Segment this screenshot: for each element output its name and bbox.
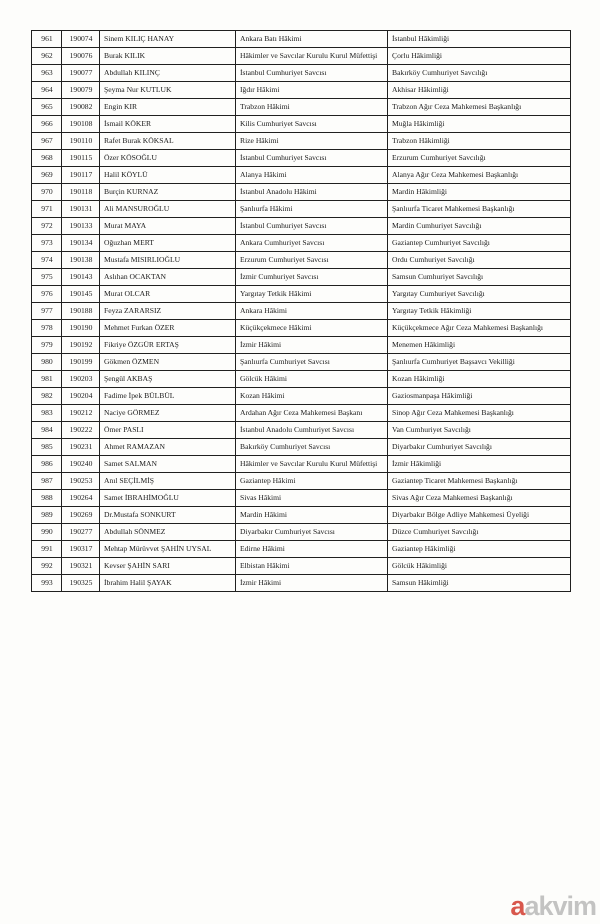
table-cell-new: Akhisar Hâkimliği <box>388 82 571 99</box>
table-cell-new: Gaziosmanpaşa Hâkimliği <box>388 388 571 405</box>
table-row <box>32 303 571 320</box>
table-cell-no: 990 <box>32 524 62 541</box>
appointments-table-body <box>32 31 571 592</box>
table-row <box>32 575 571 592</box>
table-cell-new: İzmir Hâkimliği <box>388 456 571 473</box>
table-cell-cur: İzmir Cumhuriyet Savcısı <box>236 269 388 286</box>
table-cell-name: İsmail KÖKER <box>100 116 236 133</box>
table-row <box>32 422 571 439</box>
table-cell-reg: 190188 <box>62 303 100 320</box>
table-cell-no: 963 <box>32 65 62 82</box>
table-row <box>32 371 571 388</box>
table-cell-reg: 190192 <box>62 337 100 354</box>
table-row <box>32 337 571 354</box>
table-cell-new: İstanbul Hâkimliği <box>388 31 571 48</box>
table-cell-no: 979 <box>32 337 62 354</box>
table-cell-cur: Trabzon Hâkimi <box>236 99 388 116</box>
table-cell-no: 961 <box>32 31 62 48</box>
table-cell-no: 985 <box>32 439 62 456</box>
table-cell-no: 964 <box>32 82 62 99</box>
table-cell-no: 969 <box>32 167 62 184</box>
table-cell-reg: 190231 <box>62 439 100 456</box>
table-cell-no: 986 <box>32 456 62 473</box>
table-cell-name: Ali MANSUROĞLU <box>100 201 236 218</box>
table-cell-name: Dr.Mustafa SONKURT <box>100 507 236 524</box>
table-row <box>32 31 571 48</box>
table-cell-cur: İzmir Hâkimi <box>236 575 388 592</box>
table-cell-no: 970 <box>32 184 62 201</box>
table-cell-name: İbrahim Halil ŞAYAK <box>100 575 236 592</box>
table-cell-reg: 190199 <box>62 354 100 371</box>
table-cell-name: Halil KÖYLÜ <box>100 167 236 184</box>
table-cell-new: Van Cumhuriyet Savcılığı <box>388 422 571 439</box>
table-row <box>32 235 571 252</box>
table-cell-no: 967 <box>32 133 62 150</box>
table-cell-new: Ordu Cumhuriyet Savcılığı <box>388 252 571 269</box>
table-cell-cur: Diyarbakır Cumhuriyet Savcısı <box>236 524 388 541</box>
table-cell-cur: Şanlıurfa Hâkimi <box>236 201 388 218</box>
table-cell-new: Gaziantep Cumhuriyet Savcılığı <box>388 235 571 252</box>
table-cell-reg: 190145 <box>62 286 100 303</box>
table-cell-new: Diyarbakır Bölge Adliye Mahkemesi Üyeliği <box>388 507 571 524</box>
table-cell-reg: 190317 <box>62 541 100 558</box>
table-cell-new: Erzurum Cumhuriyet Savcılığı <box>388 150 571 167</box>
table-cell-no: 981 <box>32 371 62 388</box>
table-cell-new: Diyarbakır Cumhuriyet Savcılığı <box>388 439 571 456</box>
table-cell-reg: 190110 <box>62 133 100 150</box>
table-cell-reg: 190117 <box>62 167 100 184</box>
table-cell-cur: Sivas Hâkimi <box>236 490 388 507</box>
table-cell-new: Samsun Hâkimliği <box>388 575 571 592</box>
table-cell-reg: 190277 <box>62 524 100 541</box>
table-cell-reg: 190222 <box>62 422 100 439</box>
table-cell-no: 980 <box>32 354 62 371</box>
table-cell-cur: Şanlıurfa Cumhuriyet Savcısı <box>236 354 388 371</box>
table-cell-no: 989 <box>32 507 62 524</box>
table-cell-new: Menemen Hâkimliği <box>388 337 571 354</box>
table-cell-no: 987 <box>32 473 62 490</box>
table-cell-cur: İstanbul Cumhuriyet Savcısı <box>236 150 388 167</box>
table-cell-name: Burçin KURNAZ <box>100 184 236 201</box>
table-cell-no: 983 <box>32 405 62 422</box>
table-row <box>32 218 571 235</box>
table-cell-no: 991 <box>32 541 62 558</box>
table-cell-reg: 190118 <box>62 184 100 201</box>
table-cell-new: Samsun Cumhuriyet Savcılığı <box>388 269 571 286</box>
table-cell-no: 984 <box>32 422 62 439</box>
table-cell-name: Özer KÖSOĞLU <box>100 150 236 167</box>
table-cell-name: Şengül AKBAŞ <box>100 371 236 388</box>
table-row <box>32 184 571 201</box>
table-cell-cur: İstanbul Cumhuriyet Savcısı <box>236 218 388 235</box>
table-row <box>32 82 571 99</box>
table-cell-no: 976 <box>32 286 62 303</box>
table-row <box>32 473 571 490</box>
table-cell-cur: Hâkimler ve Savcılar Kurulu Kurul Müfettişi <box>236 48 388 65</box>
table-cell-cur: Küçükçekmece Hâkimi <box>236 320 388 337</box>
table-cell-name: Anıl SEÇİLMİŞ <box>100 473 236 490</box>
table-cell-name: Burak KILIK <box>100 48 236 65</box>
table-cell-cur: Ankara Hâkimi <box>236 303 388 320</box>
table-cell-name: Murat OLCAR <box>100 286 236 303</box>
table-cell-no: 974 <box>32 252 62 269</box>
table-row <box>32 269 571 286</box>
table-cell-cur: Kilis Cumhuriyet Savcısı <box>236 116 388 133</box>
appointments-table-container <box>31 30 570 592</box>
table-row <box>32 99 571 116</box>
table-cell-reg: 190269 <box>62 507 100 524</box>
table-row <box>32 167 571 184</box>
table-cell-cur: Gölcük Hâkimi <box>236 371 388 388</box>
watermark: aakvim <box>510 891 596 921</box>
table-cell-name: Mehtap Mürüvvet ŞAHİN UYSAL <box>100 541 236 558</box>
table-cell-new: Gölcük Hâkimliği <box>388 558 571 575</box>
table-row <box>32 490 571 507</box>
table-cell-name: Samet SALMAN <box>100 456 236 473</box>
table-cell-no: 971 <box>32 201 62 218</box>
table-cell-reg: 190077 <box>62 65 100 82</box>
table-cell-new: Gaziantep Hâkimliği <box>388 541 571 558</box>
table-row <box>32 150 571 167</box>
table-cell-cur: Hâkimler ve Savcılar Kurulu Kurul Müfettişi <box>236 456 388 473</box>
table-cell-reg: 190133 <box>62 218 100 235</box>
table-cell-no: 982 <box>32 388 62 405</box>
table-cell-reg: 190138 <box>62 252 100 269</box>
table-cell-cur: Bakırköy Cumhuriyet Savcısı <box>236 439 388 456</box>
table-cell-cur: Rize Hâkimi <box>236 133 388 150</box>
table-cell-cur: İstanbul Anadolu Hâkimi <box>236 184 388 201</box>
table-cell-name: Fikriye ÖZGÜR ERTAŞ <box>100 337 236 354</box>
table-cell-name: Abdullah SÖNMEZ <box>100 524 236 541</box>
table-cell-name: Feyza ZARARSIZ <box>100 303 236 320</box>
table-cell-new: Mardin Cumhuriyet Savcılığı <box>388 218 571 235</box>
table-cell-reg: 190082 <box>62 99 100 116</box>
table-cell-name: Ömer PASLI <box>100 422 236 439</box>
table-cell-cur: Elbistan Hâkimi <box>236 558 388 575</box>
table-cell-cur: Ardahan Ağır Ceza Mahkemesi Başkanı <box>236 405 388 422</box>
table-cell-no: 973 <box>32 235 62 252</box>
table-row <box>32 541 571 558</box>
table-cell-cur: Kozan Hâkimi <box>236 388 388 405</box>
table-cell-name: Sinem KILIÇ HANAY <box>100 31 236 48</box>
table-cell-no: 993 <box>32 575 62 592</box>
table-cell-new: Yargıtay Cumhuriyet Savcılığı <box>388 286 571 303</box>
table-cell-new: Kozan Hâkimliği <box>388 371 571 388</box>
table-row <box>32 320 571 337</box>
table-cell-no: 978 <box>32 320 62 337</box>
table-cell-reg: 190203 <box>62 371 100 388</box>
table-cell-reg: 190240 <box>62 456 100 473</box>
table-cell-name: Aslıhan OCAKTAN <box>100 269 236 286</box>
table-cell-cur: İstanbul Anadolu Cumhuriyet Savcısı <box>236 422 388 439</box>
table-cell-new: Sivas Ağır Ceza Mahkemesi Başkanlığı <box>388 490 571 507</box>
table-row <box>32 201 571 218</box>
table-cell-name: Rafet Burak KÖKSAL <box>100 133 236 150</box>
table-row <box>32 507 571 524</box>
table-cell-reg: 190253 <box>62 473 100 490</box>
table-cell-name: Mustafa MISIRLIOĞLU <box>100 252 236 269</box>
table-cell-new: Düzce Cumhuriyet Savcılığı <box>388 524 571 541</box>
table-cell-new: Muğla Hâkimliği <box>388 116 571 133</box>
table-cell-name: Fadime İpek BÜLBÜL <box>100 388 236 405</box>
table-cell-reg: 190079 <box>62 82 100 99</box>
table-cell-cur: Ankara Cumhuriyet Savcısı <box>236 235 388 252</box>
table-cell-name: Gökmen ÖZMEN <box>100 354 236 371</box>
table-cell-new: Şanlıurfa Ticaret Mahkemesi Başkanlığı <box>388 201 571 218</box>
table-cell-no: 966 <box>32 116 62 133</box>
table-cell-reg: 190264 <box>62 490 100 507</box>
table-cell-no: 962 <box>32 48 62 65</box>
table-cell-name: Abdullah KILINÇ <box>100 65 236 82</box>
table-cell-name: Şeyma Nur KUTLUK <box>100 82 236 99</box>
table-cell-new: Trabzon Hâkimliği <box>388 133 571 150</box>
table-cell-reg: 190131 <box>62 201 100 218</box>
table-cell-new: Küçükçekmece Ağır Ceza Mahkemesi Başkanlığı <box>388 320 571 337</box>
table-cell-reg: 190115 <box>62 150 100 167</box>
table-cell-cur: Ankara Batı Hâkimi <box>236 31 388 48</box>
table-cell-reg: 190325 <box>62 575 100 592</box>
table-cell-cur: Yargıtay Tetkik Hâkimi <box>236 286 388 303</box>
table-cell-name: Oğuzhan MERT <box>100 235 236 252</box>
table-cell-cur: Erzurum Cumhuriyet Savcısı <box>236 252 388 269</box>
table-cell-cur: Iğdır Hâkimi <box>236 82 388 99</box>
table-row <box>32 133 571 150</box>
table-cell-reg: 190212 <box>62 405 100 422</box>
table-cell-new: Alanya Ağır Ceza Mahkemesi Başkanlığı <box>388 167 571 184</box>
table-row <box>32 388 571 405</box>
table-cell-name: Samet İBRAHİMOĞLU <box>100 490 236 507</box>
table-cell-reg: 190204 <box>62 388 100 405</box>
table-row <box>32 48 571 65</box>
table-cell-cur: Gaziantep Hâkimi <box>236 473 388 490</box>
table-row <box>32 286 571 303</box>
table-cell-no: 972 <box>32 218 62 235</box>
table-cell-reg: 190321 <box>62 558 100 575</box>
table-cell-reg: 190108 <box>62 116 100 133</box>
table-cell-name: Murat MAYA <box>100 218 236 235</box>
table-cell-no: 988 <box>32 490 62 507</box>
table-cell-name: Ahmet RAMAZAN <box>100 439 236 456</box>
table-row <box>32 524 571 541</box>
table-row <box>32 65 571 82</box>
table-cell-reg: 190143 <box>62 269 100 286</box>
table-cell-name: Mehmet Furkan ÖZER <box>100 320 236 337</box>
table-cell-reg: 190076 <box>62 48 100 65</box>
table-cell-cur: İstanbul Cumhuriyet Savcısı <box>236 65 388 82</box>
table-cell-no: 968 <box>32 150 62 167</box>
watermark-text: akvim <box>524 891 596 921</box>
table-cell-no: 965 <box>32 99 62 116</box>
table-cell-new: Sinop Ağır Ceza Mahkemesi Başkanlığı <box>388 405 571 422</box>
table-cell-name: Engin KIR <box>100 99 236 116</box>
table-row <box>32 116 571 133</box>
table-row <box>32 439 571 456</box>
table-cell-cur: Mardin Hâkimi <box>236 507 388 524</box>
table-row <box>32 405 571 422</box>
table-row <box>32 252 571 269</box>
table-cell-reg: 190190 <box>62 320 100 337</box>
table-cell-cur: Alanya Hâkimi <box>236 167 388 184</box>
table-cell-reg: 190134 <box>62 235 100 252</box>
table-cell-name: Kevser ŞAHİN SARI <box>100 558 236 575</box>
table-cell-new: Trabzon Ağır Ceza Mahkemesi Başkanlığı <box>388 99 571 116</box>
table-cell-cur: Edirne Hâkimi <box>236 541 388 558</box>
table-cell-no: 977 <box>32 303 62 320</box>
table-cell-cur: İzmir Hâkimi <box>236 337 388 354</box>
table-cell-no: 975 <box>32 269 62 286</box>
table-cell-new: Mardin Hâkimliği <box>388 184 571 201</box>
table-cell-new: Bakırköy Cumhuriyet Savcılığı <box>388 65 571 82</box>
table-row <box>32 456 571 473</box>
table-row <box>32 558 571 575</box>
appointments-table <box>31 30 571 592</box>
table-cell-new: Yargıtay Tetkik Hâkimliği <box>388 303 571 320</box>
table-cell-reg: 190074 <box>62 31 100 48</box>
table-cell-new: Çorlu Hâkimliği <box>388 48 571 65</box>
table-cell-no: 992 <box>32 558 62 575</box>
table-cell-name: Naciye GÖRMEZ <box>100 405 236 422</box>
table-row <box>32 354 571 371</box>
table-cell-new: Gaziantep Ticaret Mahkemesi Başkanlığı <box>388 473 571 490</box>
table-cell-new: Şanlıurfa Cumhuriyet Başsavcı Vekilliği <box>388 354 571 371</box>
